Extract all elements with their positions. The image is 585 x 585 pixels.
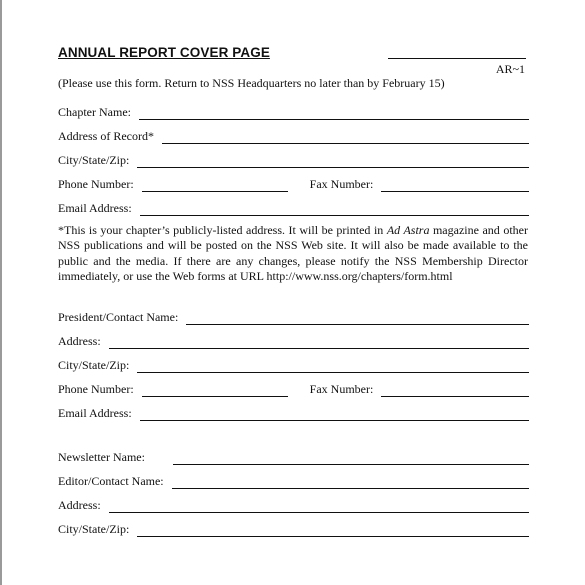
newsletter-name-field — [58, 448, 529, 464]
president-city-state-zip-label: City/State/Zip: — [58, 358, 130, 372]
president-city-state-zip-field — [58, 356, 529, 372]
instruction-text: (Please use this form. Return to NSS Headquarters no later than by February 15) — [58, 76, 445, 90]
president-contact-name-label: President/Contact Name: — [58, 310, 179, 324]
president-phone-label: Phone Number: — [58, 382, 134, 396]
editor-contact-name-field — [58, 472, 529, 488]
address-of-record-field — [58, 127, 529, 143]
newsletter-address-field — [58, 496, 529, 512]
chapter-email-field — [58, 199, 529, 215]
page-edge — [0, 0, 2, 585]
form-id-line — [388, 58, 526, 59]
chapter-phone-label: Phone Number: — [58, 177, 134, 191]
president-email-input-line[interactable] — [140, 420, 529, 421]
newsletter-city-state-zip-input-line[interactable] — [137, 536, 529, 537]
newsletter-address-label: Address: — [58, 498, 101, 512]
chapter-phone-input-line[interactable] — [142, 191, 288, 192]
president-fax-input-line[interactable] — [381, 396, 529, 397]
chapter-email-label: Email Address: — [58, 201, 132, 215]
president-address-label: Address: — [58, 334, 101, 348]
chapter-phone-fax-row — [58, 175, 529, 191]
form-id: AR~1 — [495, 62, 525, 76]
president-city-state-zip-input-line[interactable] — [137, 372, 529, 373]
president-fax-label: Fax Number: — [309, 382, 374, 396]
president-address-field — [58, 332, 529, 348]
president-email-field — [58, 404, 529, 420]
chapter-city-state-zip-field — [58, 151, 529, 167]
chapter-name-field — [58, 103, 529, 119]
note-text-part1: *This is your chapter’s publicly-listed address. It will be printed in — [58, 223, 387, 237]
newsletter-city-state-zip-field — [58, 520, 529, 536]
chapter-name-label: Chapter Name: — [58, 105, 131, 119]
president-phone-fax-row — [58, 380, 529, 396]
newsletter-name-label: Newsletter Name: — [58, 450, 145, 464]
address-of-record-label: Address of Record* — [58, 129, 154, 143]
president-phone-input-line[interactable] — [142, 396, 288, 397]
chapter-name-input-line[interactable] — [139, 119, 529, 120]
chapter-email-input-line[interactable] — [140, 215, 529, 216]
chapter-fax-label: Fax Number: — [309, 177, 374, 191]
president-contact-name-field — [58, 308, 529, 324]
note-text-part2: magazine and other NSS publications and will be posted on the NSS Web site. It will also be made available to the public and the media. If there are any changes, please notify the NSS Membership Director immediately, or use the Web forms at URL http://www.nss.org/chapters/form.html — [58, 223, 528, 284]
newsletter-city-state-zip-label: City/State/Zip: — [58, 522, 130, 536]
newsletter-address-input-line[interactable] — [109, 512, 529, 513]
editor-contact-name-input-line[interactable] — [172, 488, 529, 489]
address-of-record-input-line[interactable] — [162, 143, 529, 144]
document-title: ANNUAL REPORT COVER PAGE — [58, 45, 270, 60]
chapter-city-state-zip-input-line[interactable] — [137, 167, 529, 168]
newsletter-name-input-line[interactable] — [173, 464, 529, 465]
chapter-fax-input-line[interactable] — [381, 191, 529, 192]
president-contact-name-input-line[interactable] — [186, 324, 529, 325]
chapter-city-state-zip-label: City/State/Zip: — [58, 153, 130, 167]
president-address-input-line[interactable] — [109, 348, 529, 349]
address-note — [58, 223, 528, 285]
president-email-label: Email Address: — [58, 406, 132, 420]
editor-contact-name-label: Editor/Contact Name: — [58, 474, 164, 488]
magazine-name: Ad Astra — [386, 223, 430, 237]
